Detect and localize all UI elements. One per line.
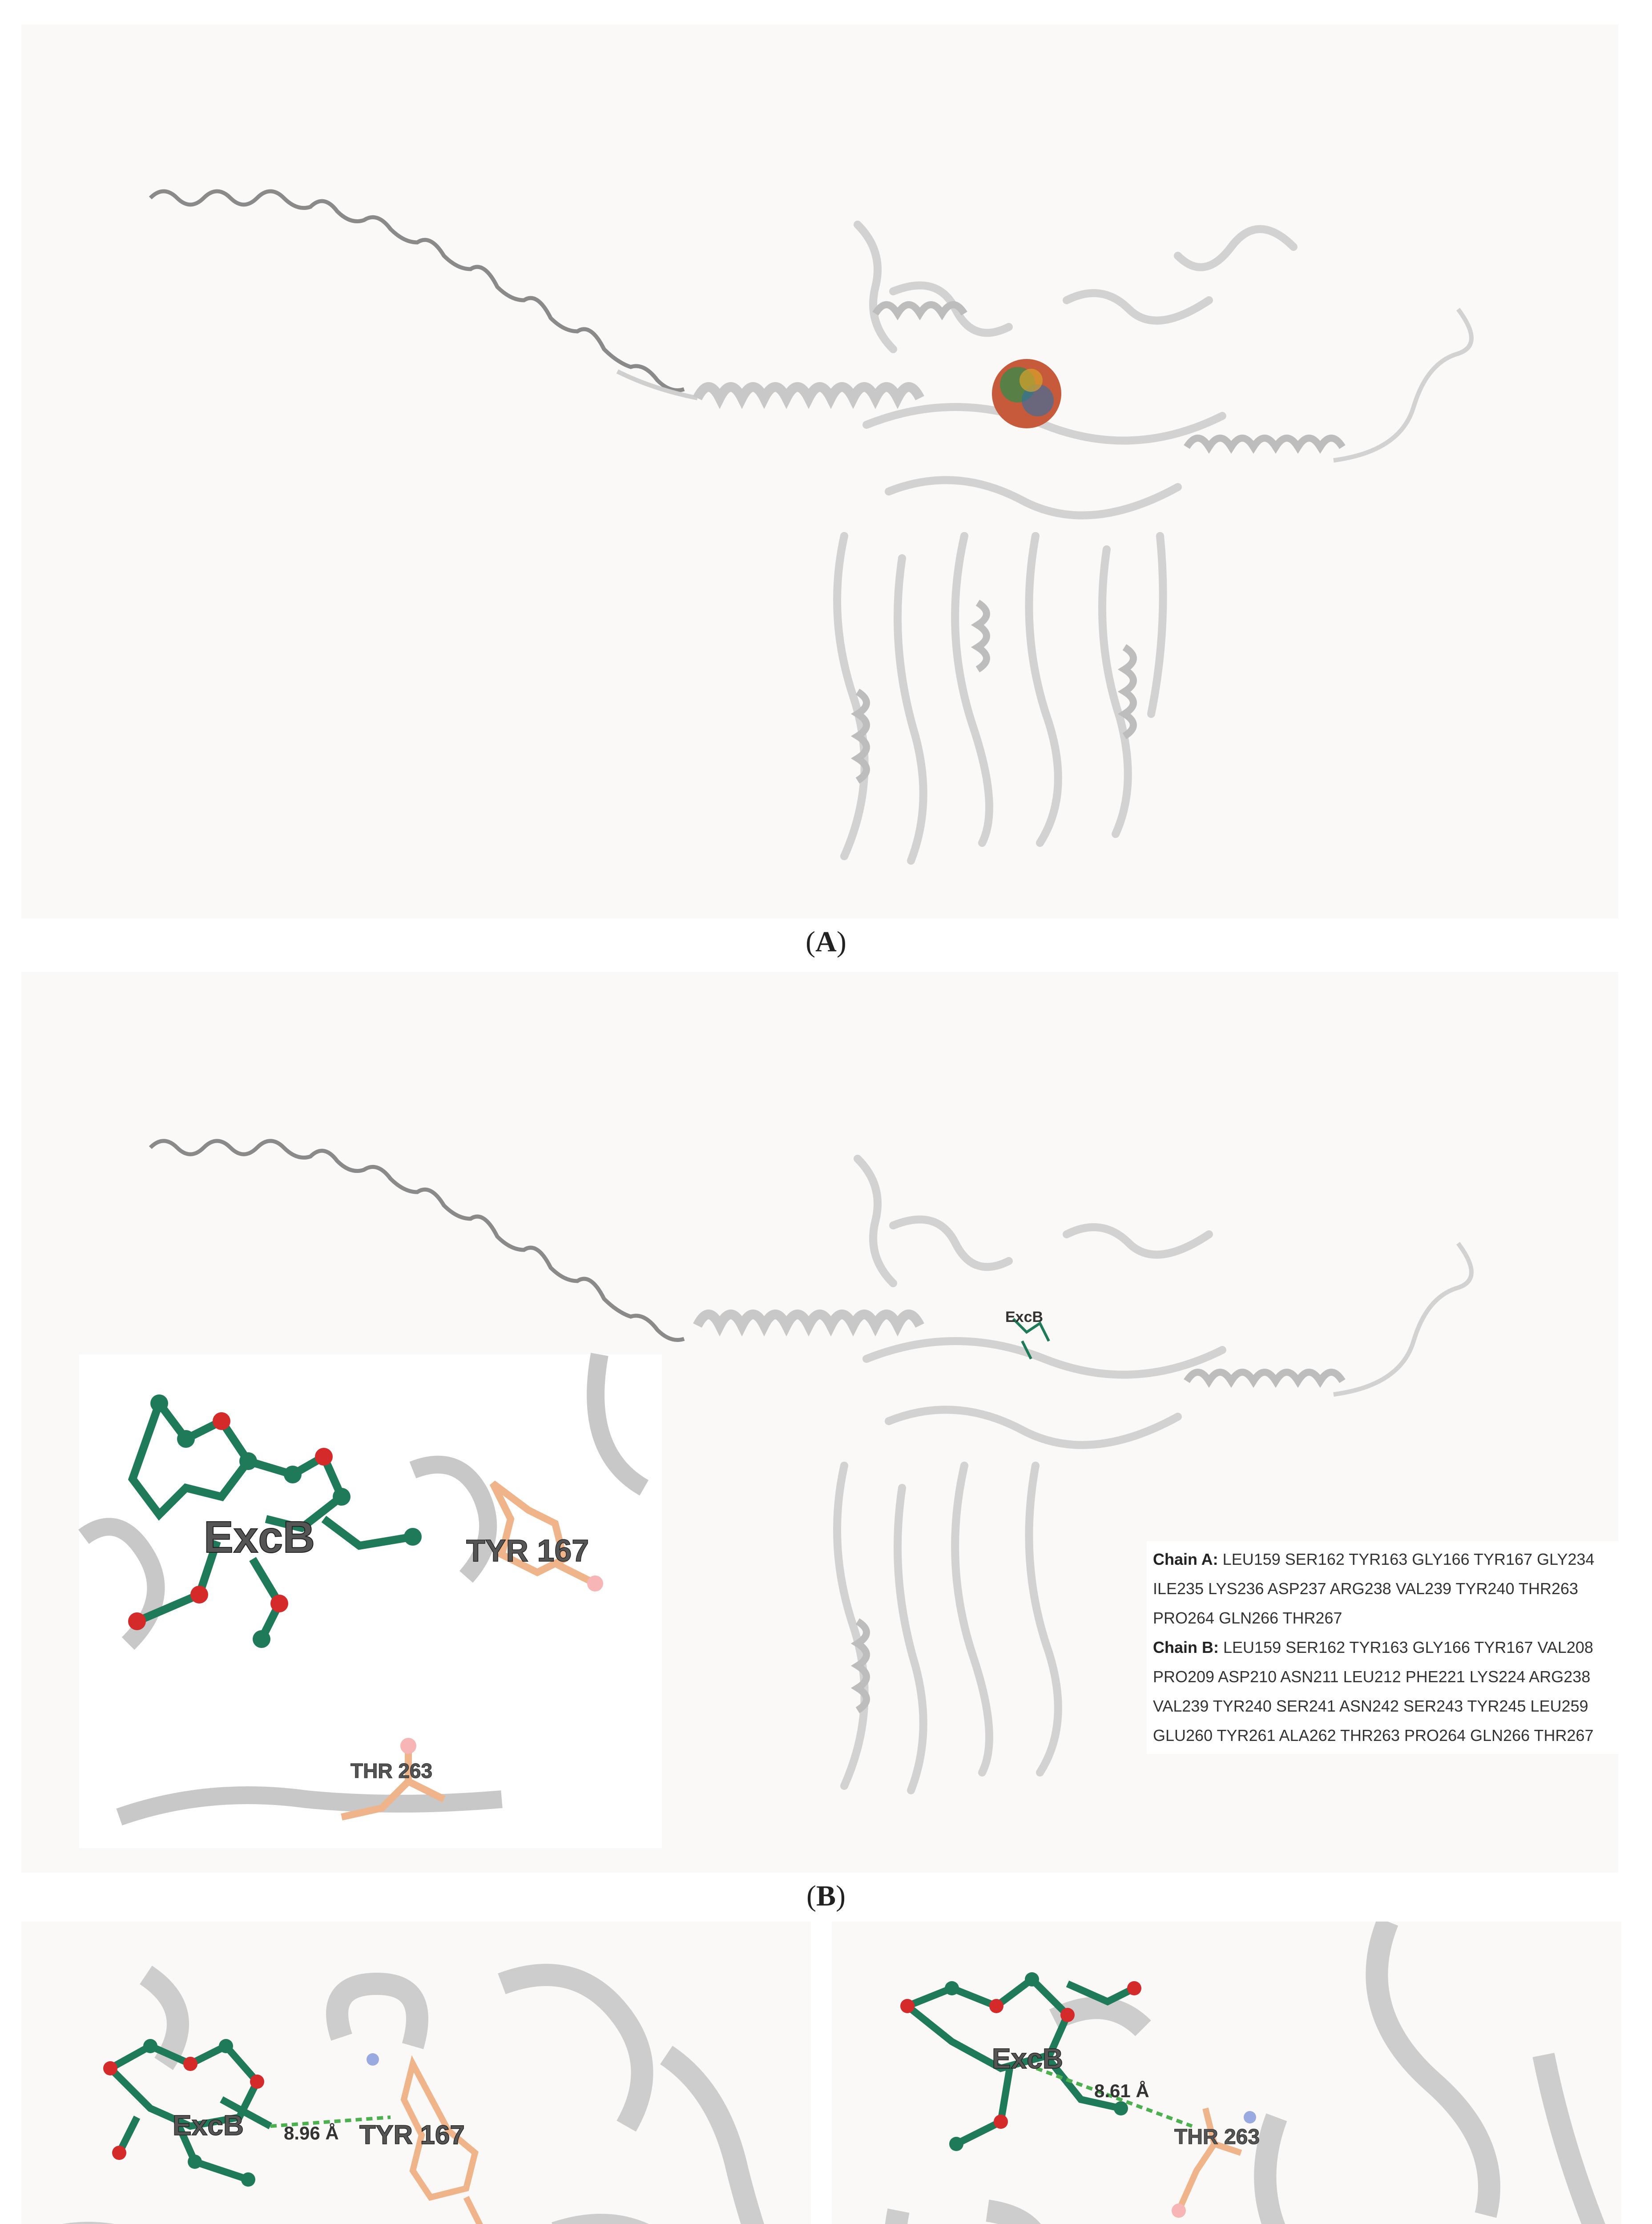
ligand-label: ExcB [992,2043,1064,2075]
protein-core [837,225,1293,861]
chain-a-residues: LEU159 SER162 TYR163 GLY166 TYR167 GLY234 ILE235 LYS236 ASP237 ARG238 VAL239 TYR240 THR263 PRO264 GLN266 THR267 [1153,1550,1595,1627]
caption-b: (B) [806,1880,846,1912]
tyr167-hydroxyl [587,1575,603,1591]
binding-residues-legend [1147,1541,1618,1754]
zoom-residue-label-1: TYR 167 [466,1533,589,1568]
tyr167-nitrogen [367,2053,379,2066]
c-terminal-loop [1334,309,1471,460]
distance-label: 8.96 Å [284,2123,339,2143]
caption-a: (A) [806,926,846,958]
linker-strand [617,371,697,398]
panel-a-protein-render [21,24,1618,919]
core-helices [858,305,1342,781]
panel-c-render [21,1922,811,2224]
zoom-residue-label-2: THR 263 [351,1759,433,1782]
docking-pose-cluster [992,359,1061,428]
n-terminal-helix-tail [150,191,684,391]
connecting-helix [697,1314,920,1326]
ligand-label: ExcB [173,2109,244,2141]
n-terminal-helix-tail [150,1141,684,1340]
residue-label: TYR 167 [359,2120,465,2150]
panel-b-structure-view [21,972,1618,1873]
thr263-hydroxyl [400,1738,416,1754]
zoom-ligand-label: ExcB [204,1512,315,1562]
zoom-inset [79,1354,662,1848]
panel-c-interaction-view [21,1922,811,2224]
chain-b-residues: LEU159 SER162 TYR163 GLY166 TYR167 VAL208 PRO209 ASP210 ASN211 LEU212 PHE221 LYS224 ARG238 VAL239 TYR240 SER241 ASN242 SER243 TYR245 LEU259 GLU260 TYR261 ALA262 THR263 PRO264 GLN266 THR267 [1153,1638,1594,1745]
chain-b-title: Chain B: [1153,1638,1219,1656]
panel-d-render [832,1922,1621,2224]
panel-d-interaction-view [832,1922,1621,2224]
distance-label: 8.61 Å [1094,2080,1149,2101]
chain-a-title: Chain A: [1153,1550,1218,1568]
thr263-nitrogen [1244,2111,1256,2123]
ligand-label: ExcB [1005,1309,1044,1326]
thr263-hydroxyl [1172,2204,1186,2218]
c-terminal-loop [1334,1243,1471,1394]
residue-label: THR 263 [1174,2125,1260,2149]
connecting-helix [697,387,920,398]
panel-a-structure-view [21,24,1618,919]
